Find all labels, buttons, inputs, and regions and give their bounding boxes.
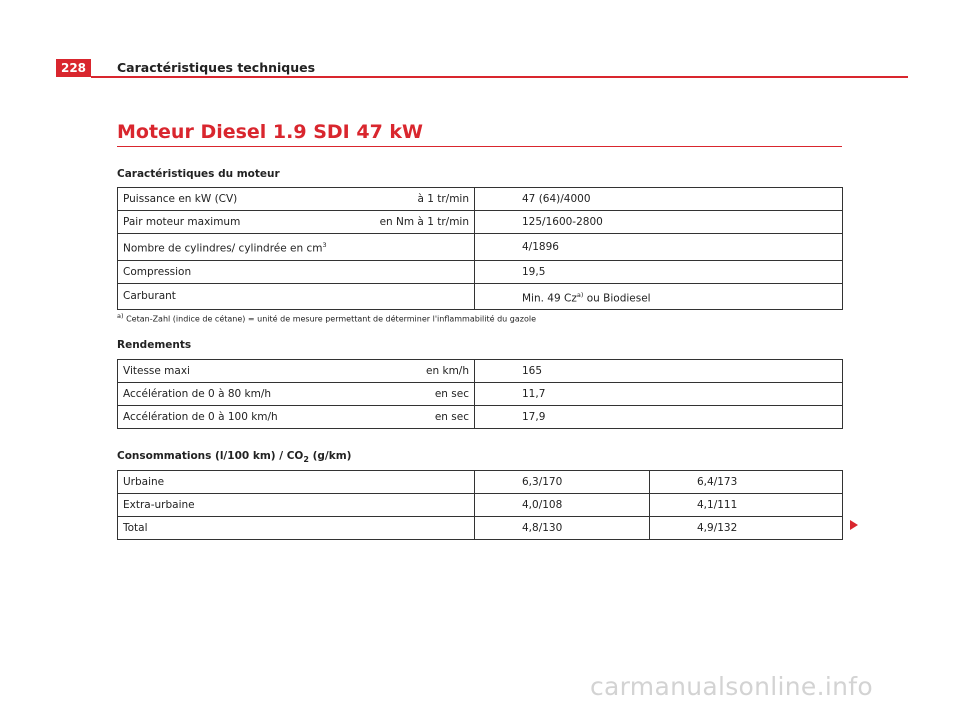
co2-subscript: 2 xyxy=(303,455,309,465)
table-row xyxy=(118,383,843,406)
performance-table xyxy=(117,359,843,429)
row-label: Total xyxy=(118,517,475,540)
row-value: 125/1600-2800 xyxy=(475,211,843,234)
table-row xyxy=(118,283,843,310)
footnote xyxy=(117,310,536,326)
page-number: 228 xyxy=(56,59,91,77)
row-value: 165 xyxy=(475,360,843,383)
row-label: Accélération de 0 à 100 km/h xyxy=(123,411,278,423)
table-row xyxy=(118,188,843,211)
row-label: Extra-urbaine xyxy=(118,494,475,517)
row-label: Urbaine xyxy=(118,471,475,494)
row-value-suffix: ou Biodiesel xyxy=(583,292,651,304)
row-value: 19,5 xyxy=(475,260,843,283)
row-value-1: 4,0/108 xyxy=(475,494,650,517)
table-row xyxy=(118,211,843,234)
consumption-heading-unit: (g/km) xyxy=(308,450,352,462)
header-divider xyxy=(91,76,908,78)
engine-heading: Caractéristiques du moteur xyxy=(117,168,280,180)
row-unit: à 1 tr/min xyxy=(417,193,469,205)
row-value-1: 6,3/170 xyxy=(475,471,650,494)
row-unit: en sec xyxy=(434,411,469,423)
row-label: Pair moteur maximum xyxy=(123,216,241,228)
footnote-text: Cetan-Zahl (indice de cétane) = unité de mesure permettant de déterminer l'inflammabilité du gazole xyxy=(123,314,536,324)
row-value: 11,7 xyxy=(475,383,843,406)
row-label: Vitesse maxi xyxy=(123,365,190,377)
continue-arrow-icon xyxy=(850,520,858,530)
row-label: Puissance en kW (CV) xyxy=(123,193,238,205)
performance-heading: Rendements xyxy=(117,339,192,351)
table-row xyxy=(118,471,843,494)
chapter-title: Caractéristiques techniques xyxy=(117,60,316,75)
table-row xyxy=(118,260,843,283)
row-label-superscript: 3 xyxy=(322,241,327,249)
row-value: 4/1896 xyxy=(475,234,843,261)
consumption-heading xyxy=(117,449,351,467)
footnote-mark: a) xyxy=(117,312,124,320)
row-value: 17,9 xyxy=(475,406,843,429)
title-divider xyxy=(117,146,842,147)
table-row xyxy=(118,494,843,517)
row-value: Min. 49 Cz xyxy=(522,292,577,304)
watermark: carmanualsonline.info xyxy=(590,672,873,701)
row-value: 47 (64)/4000 xyxy=(475,188,843,211)
row-label: Accélération de 0 à 80 km/h xyxy=(123,388,272,400)
consumption-heading-text: Consommations (l/100 km) / CO xyxy=(117,450,304,462)
consumption-table xyxy=(117,470,843,540)
row-label: Compression xyxy=(118,260,475,283)
table-row xyxy=(118,517,843,540)
row-value-2: 4,1/111 xyxy=(650,494,843,517)
row-label: Carburant xyxy=(118,283,475,310)
footnote-reference: a) xyxy=(576,290,584,299)
table-row xyxy=(118,360,843,383)
row-unit: en sec xyxy=(434,388,469,400)
page-title: Moteur Diesel 1.9 SDI 47 kW xyxy=(117,121,423,143)
row-label: Nombre de cylindres/ cylindrée en cm xyxy=(123,242,323,255)
table-row xyxy=(118,406,843,429)
engine-table xyxy=(117,187,843,310)
row-value-2: 4,9/132 xyxy=(650,517,843,540)
row-value-2: 6,4/173 xyxy=(650,471,843,494)
row-unit: en Nm à 1 tr/min xyxy=(379,216,469,228)
row-unit: en km/h xyxy=(426,365,469,377)
table-row xyxy=(118,234,843,261)
row-value-1: 4,8/130 xyxy=(475,517,650,540)
